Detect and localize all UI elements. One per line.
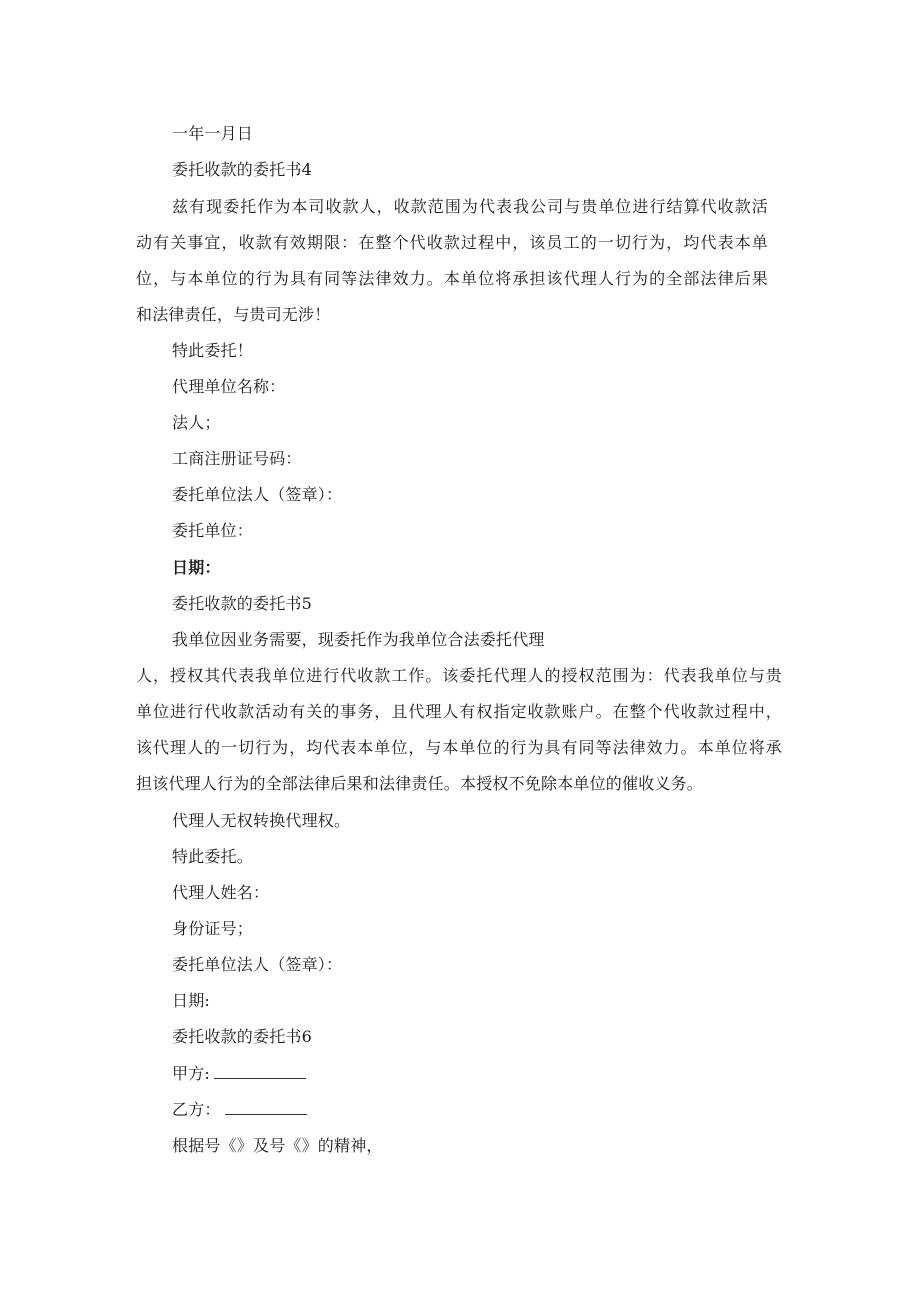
section6-basis: 根据号《》及号《》的精神， [172,1136,383,1155]
party-b-label: 乙方： [172,1100,221,1119]
section5-agent-name: 代理人姓名： [172,883,270,902]
section4-entrusting-unit: 委托单位： [172,521,254,540]
section5-para-line-3: 单位进行代收款活动有关的事务，且代理人有权指定收款账户。在整个代收款过程中， [136,702,782,721]
section5-para-line-2: 人，授权其代表我单位进行代收款工作。该委托代理人的授权范围为：代表我单位与贵 [136,666,782,685]
section6-party-b-row [172,1099,307,1121]
section4-date: 日期： [172,558,221,577]
section4-para-line-1: 兹有现委托作为本司收款人，收款范围为代表我公司与贵单位进行结算代收款活 [172,197,768,216]
section4-entrusting-legal-sign: 委托单位法人（签章）： [172,485,343,504]
section4-legal-person: 法人； [172,413,221,432]
section5-no-transfer: 代理人无权转换代理权。 [172,811,351,830]
section4-para-line-4: 和法律责任，与贵司无涉！ [136,305,331,324]
party-b-blank-line [225,1100,307,1115]
section4-registration-no: 工商注册证号码： [172,449,302,468]
section4-agent-unit-name: 代理单位名称： [172,377,286,396]
section4-para-line-2: 动有关事宜，收款有效期限：在整个代收款过程中，该员工的一切行为，均代表本单 [136,233,768,252]
section4-para-line-3: 位，与本单位的行为具有同等法律效力。本单位将承担该代理人行为的全部法律后果 [136,269,768,288]
section5-date: 日期: [172,991,210,1010]
section5-entrusting-legal-sign: 委托单位法人（签章）： [172,955,343,974]
party-a-label: 甲方: [172,1064,210,1083]
section5-id-no: 身份证号； [172,919,254,938]
section5-closing: 特此委托。 [172,847,254,866]
section6-party-a-row [172,1063,306,1085]
section5-para-line-5: 担该代理人行为的全部法律后果和法律责任。本授权不免除本单位的催收义务。 [136,774,704,793]
section5-para-line-1: 我单位因业务需要，现委托作为我单位合法委托代理 [172,630,545,649]
section6-title: 委托收款的委托书6 [172,1027,312,1046]
party-a-blank-line [214,1064,306,1079]
section4-title: 委托收款的委托书4 [172,160,312,179]
section5-title: 委托收款的委托书5 [172,594,312,613]
section5-para-line-4: 该代理人的一切行为，均代表本单位，与本单位的行为具有同等法律效力。本单位将承 [136,738,782,757]
header-date: 一年一月日 [172,124,254,143]
section4-closing: 特此委托！ [172,341,254,360]
